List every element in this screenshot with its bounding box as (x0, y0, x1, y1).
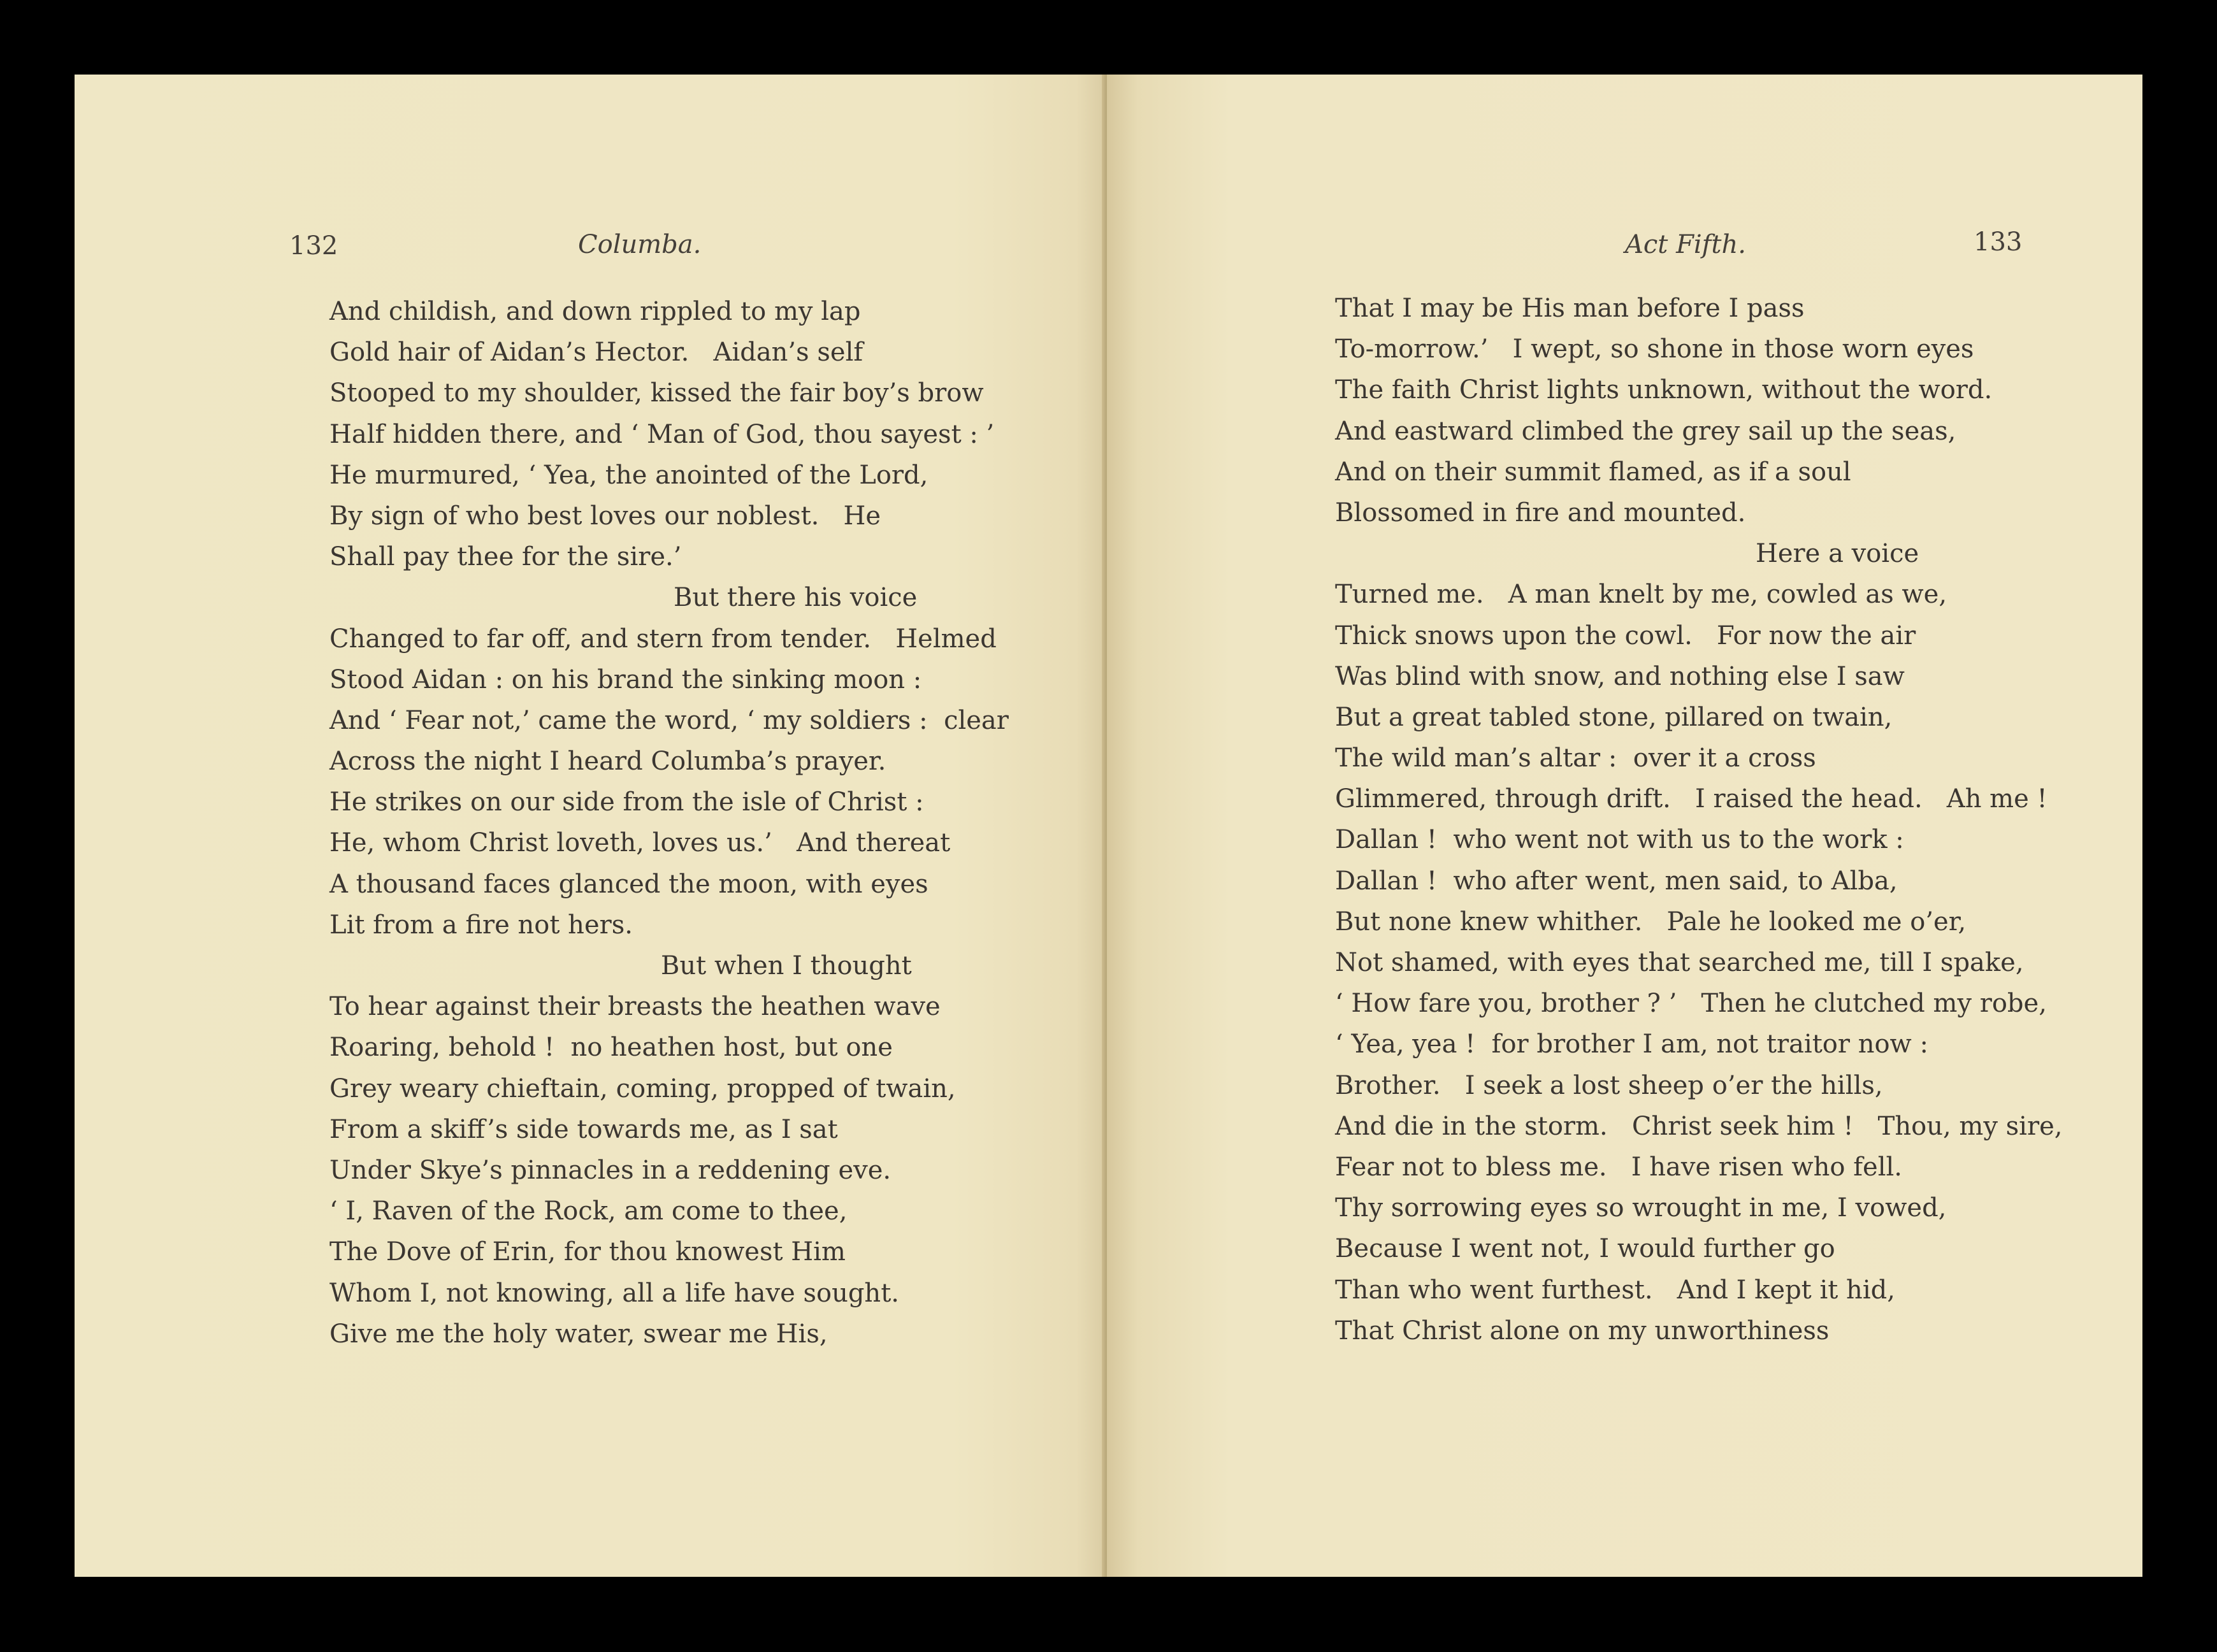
verse-line: By sign of who best loves our noblest. He (329, 501, 881, 531)
verse-line: That I may be His man before I pass (1335, 294, 1805, 323)
verse-line: From a skiff’s side towards me, as I sat (329, 1114, 838, 1144)
verse-line: Grey weary chieftain, coming, propped of twain, (329, 1074, 956, 1103)
page-number: 133 (1974, 227, 2023, 257)
verse-line: And on their summit flamed, as if a soul (1335, 457, 1851, 487)
verse-line: Under Skye’s pinnacles in a reddening eve. (329, 1155, 892, 1185)
verse-line: To-morrow.’ I wept, so shone in those worn eyes (1335, 334, 1974, 364)
verse-line: Thy sorrowing eyes so wrought in me, I vowed, (1335, 1193, 1947, 1223)
running-title: Columba. (578, 230, 702, 259)
verse-line: That Christ alone on my unworthiness (1335, 1316, 1830, 1346)
verse-line: Shall pay thee for the sire.’ (329, 542, 682, 572)
verse-line: The faith Christ lights unknown, without the word. (1335, 375, 1993, 405)
running-title: Act Fifth. (1625, 230, 1746, 259)
verse-line: But a great tabled stone, pillared on twain, (1335, 702, 1893, 732)
verse-line: And childish, and down rippled to my lap (329, 297, 861, 326)
verse-line: Stood Aidan : on his brand the sinking moon : (329, 664, 922, 694)
verse-line: Dallan ! who went not with us to the work : (1335, 825, 1904, 855)
verse-line: He murmured, ‘ Yea, the anointed of the Lord, (329, 460, 928, 490)
verse-line: Not shamed, with eyes that searched me, till I spake, (1335, 948, 2024, 977)
right-page (1107, 75, 2142, 1577)
verse-line: And eastward climbed the grey sail up the seas, (1335, 416, 1956, 446)
verse-line: But there his voice (674, 583, 918, 613)
verse-line: A thousand faces glanced the moon, with eyes (329, 869, 928, 899)
verse-line: The wild man’s altar : over it a cross (1335, 743, 1816, 773)
verse-line: He, whom Christ loveth, loves us.’ And thereat (329, 828, 951, 858)
verse-line: Give me the holy water, swear me His, (329, 1319, 828, 1349)
verse-line: Thick snows upon the cowl. For now the air (1335, 621, 1916, 650)
verse-line: To hear against their breasts the heathen wave (329, 992, 941, 1022)
verse-line: And ‘ Fear not,’ came the word, ‘ my soldiers : clear (329, 705, 1009, 735)
verse-line: Fear not to bless me. I have risen who fell. (1335, 1152, 1902, 1182)
verse-line: Roaring, behold ! no heathen host, but one (329, 1033, 893, 1063)
verse-line: Than who went furthest. And I kept it hid, (1335, 1275, 1895, 1305)
verse-line: He strikes on our side from the isle of Christ : (329, 787, 924, 817)
verse-line: Whom I, not knowing, all a life have sought. (329, 1278, 899, 1308)
verse-line: Glimmered, through drift. I raised the head. Ah me ! (1335, 784, 2047, 814)
verse-line: Dallan ! who after went, men said, to Alba, (1335, 866, 1898, 896)
verse-line: ‘ How fare you, brother ? ’ Then he clutched my robe, (1335, 989, 2047, 1019)
verse-line: But when I thought (661, 951, 912, 980)
verse-line: Lit from a fire not hers. (329, 910, 633, 940)
verse-line: Blossomed in fire and mounted. (1335, 498, 1746, 528)
verse-line: Half hidden there, and ‘ Man of God, thou sayest : ’ (329, 419, 995, 449)
verse-line: ‘ Yea, yea ! for brother I am, not traitor now : (1335, 1030, 1928, 1059)
verse-line: ‘ I, Raven of the Rock, am come to thee, (329, 1196, 848, 1226)
verse-line: Across the night I heard Columba’s prayer. (329, 747, 886, 777)
verse-line: The Dove of Erin, for thou knowest Him (329, 1237, 846, 1267)
open-book (75, 75, 2142, 1577)
verse-line: Because I went not, I would further go (1335, 1234, 1835, 1264)
verse-line: Stooped to my shoulder, kissed the fair boy’s brow (329, 378, 984, 408)
verse-line: Brother. I seek a lost sheep o’er the hills, (1335, 1070, 1883, 1100)
verse-line: But none knew whither. Pale he looked me o’er, (1335, 907, 1967, 937)
verse-line: Here a voice (1756, 539, 1919, 569)
verse-line: Was blind with snow, and nothing else I saw (1335, 661, 1905, 691)
verse-line: Changed to far off, and stern from tender. Helmed (329, 624, 997, 654)
verse-line: Turned me. A man knelt by me, cowled as we, (1335, 580, 1947, 610)
verse-text (329, 291, 1009, 1354)
left-page (75, 75, 1107, 1577)
verse-line: And die in the storm. Christ seek him ! Thou, my sire, (1335, 1111, 2063, 1141)
verse-text (1335, 288, 2063, 1351)
page-number: 132 (289, 231, 338, 261)
verse-line: Gold hair of Aidan’s Hector. Aidan’s self (329, 338, 863, 368)
